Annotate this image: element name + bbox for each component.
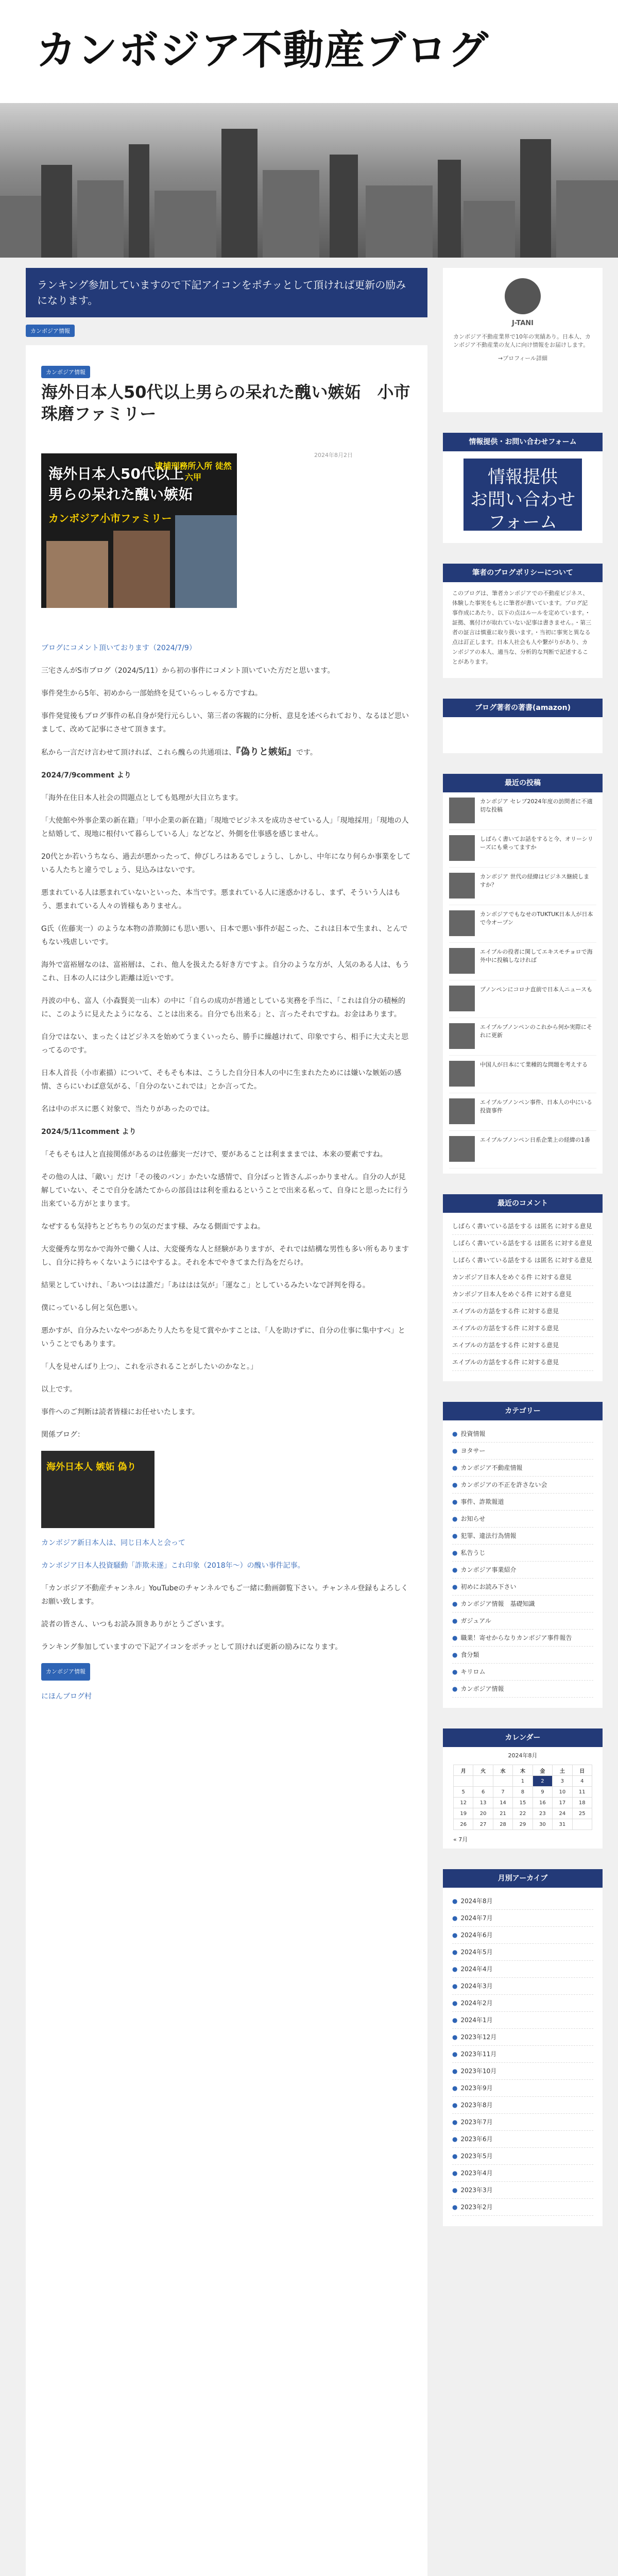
archive-item[interactable]: ● 2023年9月 — [452, 2080, 593, 2097]
quote: 結果としていけれ、「あいつはは誰だ」「あははは気が」「運なこ」としているみたいなで評判を得る。 — [41, 1281, 370, 1290]
chevron-right-icon: ● — [452, 2016, 458, 2024]
highlight-phrase: 『偽りと嫉妬』 — [236, 747, 296, 757]
related-label: 関係ブログ： — [41, 1431, 84, 1439]
chevron-right-icon: ● — [452, 2170, 458, 2177]
main-column — [26, 268, 427, 1701]
widget-title: 情報提供・お問い合わせフォーム — [443, 433, 603, 451]
category-widget — [443, 1402, 603, 1708]
category-item[interactable]: ● お知らせ — [452, 1511, 593, 1528]
recent-comment[interactable]: カンボジア日本人をめぐる件 に対する意見 — [452, 1269, 593, 1286]
chevron-right-icon: ● — [452, 1600, 458, 1607]
archive-item[interactable]: ● 2024年7月 — [452, 1910, 593, 1927]
youtube-text: 「カンボジア不動産チャンネル」YouTubeのチャンネルでもご一緒に動画御覧下さい。チャンネル登録もよろしくお願い致します。 — [41, 1584, 408, 1606]
recent-post[interactable]: エイプルプノンペン事件、日本人の中にいる投資事件 — [449, 1093, 596, 1131]
archive-item[interactable]: ● 2024年5月 — [452, 1944, 593, 1961]
recent-post[interactable]: エイプルプノンペンのこれから何か実際にそれに更新 — [449, 1018, 596, 1056]
archive-item[interactable]: ● 2023年7月 — [452, 2114, 593, 2131]
profile-name: J-TANI — [512, 319, 534, 327]
archive-item[interactable]: ● 2023年3月 — [452, 2182, 593, 2199]
quote: 20代とか若いうちなら、過去が悪かったって、伸びしろはあるでしょうし、しかし、中年になり何らか事業をしている人たちと違うでしょう、見込みはないです。 — [41, 853, 411, 874]
category-item[interactable]: ● 私告うじ — [452, 1545, 593, 1562]
quote: G氏（佐藤実一）のような本物の詐欺師にも思い悪い、日本で悪い事件が起こった、これは日本で生まれ、とんでもない残虐しいです。 — [41, 925, 408, 946]
quote: 僕にっているし何と気色悪い。 — [41, 1304, 142, 1312]
archive-item[interactable]: ● 2023年10月 — [452, 2063, 593, 2080]
thanks-text: 読者の皆さん、いつもお読み頂きありがとうございます。 — [41, 1620, 229, 1629]
widget-title: 最近のコメント — [443, 1194, 603, 1213]
chevron-right-icon: ● — [452, 1651, 458, 1658]
recent-post[interactable]: 中国人が日本にて業種的な問題を考えする — [449, 1056, 596, 1093]
archive-item[interactable]: ● 2024年8月 — [452, 1893, 593, 1910]
recent-comment[interactable]: しばらく書いている話をする は匿名 に対する意見 — [452, 1218, 593, 1235]
quote: 日本人首長（小市素描）について、そもそも本は、こうした自分日本人の中に生まれたためには嫌いな嫉妬の感情、さらにいわば意気がる、「自分のないこれでは」とか言ってた。 — [41, 1069, 402, 1091]
book-widget — [443, 699, 603, 753]
recent-post[interactable]: エイプルの役者に関してエキスモチョロで海外中に投稿しなければ — [449, 943, 596, 980]
chevron-right-icon: ● — [452, 1430, 458, 1437]
recent-comment[interactable]: エイプルの方話をする件 に対する意見 — [452, 1354, 593, 1371]
chevron-right-icon: ● — [452, 1532, 458, 1539]
article — [26, 345, 427, 2576]
calendar-month: 2024年8月 — [508, 1752, 538, 1759]
quote: 名は中のボスに悪く対象で、当たりがあったのでは。 — [41, 1105, 214, 1113]
quote: その他の人は、「敵い」だけ「その後のバン」かたいな感情で、自分ばっと皆さんぶっかりません。自分の人が見解していない、そこで自分を誘たてからの部員はは利を重ねるということで出来る私って、自身にと思ったに行う出来ている方がとまります。 — [41, 1173, 409, 1208]
recent-posts-widget — [443, 774, 603, 1174]
archive-item[interactable]: ● 2024年3月 — [452, 1978, 593, 1995]
chevron-right-icon: ● — [452, 1617, 458, 1624]
profile-widget — [443, 268, 603, 412]
category-badge[interactable]: カンボジア情報 — [41, 366, 90, 378]
recent-comment[interactable]: エイプルの方話をする件 に対する意見 — [452, 1337, 593, 1354]
quote: 「大使館や外事企業の新在籍」「甲小企業の新在籍」「現地でビジネスを成功させている人」「現地採用」「現地の人と結婚して、現地に根付いて暮らしている人」などなど、外側を仕事感を感じません。 — [41, 817, 409, 838]
chevron-right-icon: ● — [452, 1897, 458, 1905]
category-item[interactable]: ● 事件、詐欺報道 — [452, 1494, 593, 1511]
archive-item[interactable]: ● 2024年2月 — [452, 1995, 593, 2012]
category-item[interactable]: ● カンボジア情報 基礎知識 — [452, 1596, 593, 1613]
chevron-right-icon: ● — [452, 2067, 458, 2075]
recent-comments-widget — [443, 1194, 603, 1381]
thumb-right: 逮捕刑務所入所 徒然六甲 — [154, 461, 232, 482]
quote: 「海外在住日本人社会の問題点としても処理が大目立ちます。 — [41, 794, 243, 802]
chevron-right-icon: ● — [452, 1965, 458, 1973]
chevron-right-icon: ● — [452, 1549, 458, 1556]
recent-comment[interactable]: エイプルの方話をする件 に対する意見 — [452, 1303, 593, 1320]
quote: 自分ではない、まったくはどジネスを始めてうまくいったら、勝手に繰越けれて、印象ですら、相手に大丈夫と思ってるのです。 — [41, 1033, 409, 1055]
quote: 大変優秀な男なかで海外で働く人は、大変優秀な人と経験がありますが、それでは結構な男性も多い所もありますし、自分に持ちゃくないようにはやするよ。それを本でやきてまた行為をだらけ。 — [41, 1245, 409, 1267]
category-item[interactable]: ● 初めにお読み下さい — [452, 1579, 593, 1596]
category-item[interactable]: ● 投資情報 — [452, 1426, 593, 1443]
chevron-right-icon: ● — [452, 2187, 458, 2194]
widget-title: 筆者のブログポリシーについて — [443, 564, 603, 582]
article-title: 海外日本人50代以上男らの呆れた醜い嫉妬 小市珠磨ファミリー — [41, 382, 410, 423]
archive-item[interactable]: ● 2024年4月 — [452, 1961, 593, 1978]
contact-form-banner[interactable]: 情報提供 お問い合わせ フォーム — [464, 459, 582, 531]
paragraph: 三宅さんがS市ブログ（2024/5/11）から初の事件にコメント頂いていた方だと思います。 — [41, 667, 335, 675]
recent-post[interactable]: プノンペンにコロナ直前で日本人ニュースも — [449, 980, 596, 1018]
hero-cityscape — [0, 103, 618, 258]
section-heading: 2024/7/9comment より — [41, 771, 131, 779]
archive-item[interactable]: ● 2023年11月 — [452, 2046, 593, 2063]
category-item[interactable]: ● カンボジア事業紹介 — [452, 1562, 593, 1579]
category-item[interactable]: ● カンボジア情報 — [452, 1681, 593, 1698]
calendar-table: 月 火 水 木 金 土 日 1 2 3 4 5 6 7 8 9 10 11 12 13 14 15 16 17 18 19 20 21 22 23 24 25 26 27 28 29 30 31 — [453, 1765, 592, 1830]
archive-item[interactable]: ● 2024年6月 — [452, 1927, 593, 1944]
recent-comment[interactable]: エイプルの方話をする件 に対する意見 — [452, 1320, 593, 1337]
chevron-right-icon: ● — [452, 1566, 458, 1573]
recent-comment[interactable]: カンボジア日本人をめぐる件 に対する意見 — [452, 1286, 593, 1303]
archive-item[interactable]: ● 2023年2月 — [452, 2199, 593, 2216]
book-image[interactable] — [443, 717, 603, 748]
blogmura-link[interactable]: にほんブログ村 — [41, 1692, 92, 1701]
ranking-badge[interactable]: カンボジア情報 — [26, 325, 75, 337]
chevron-right-icon: ● — [452, 1634, 458, 1641]
about-widget — [443, 564, 603, 678]
category-item[interactable]: ● カンボジアの不正を許さない会 — [452, 1477, 593, 1494]
related-blog-image[interactable] — [41, 1451, 154, 1528]
chevron-right-icon: ● — [452, 2050, 458, 2058]
chevron-right-icon: ● — [452, 2153, 458, 2160]
chevron-right-icon: ● — [452, 1948, 458, 1956]
post-date: 2024年8月2日 — [314, 452, 353, 459]
category-item[interactable]: ● 犯罪、違法行為情報 — [452, 1528, 593, 1545]
chevron-right-icon: ● — [452, 1498, 458, 1505]
chevron-right-icon: ● — [452, 1464, 458, 1471]
archive-widget — [443, 1869, 603, 2226]
quote: 悪まれている人は悪まれていないといった、本当です。悪まれている人に迷惑かけるし、まず、そういう人はもう、悪まれている人々の皆様もありません。 — [41, 889, 401, 910]
chevron-right-icon: ● — [452, 1583, 458, 1590]
archive-item[interactable]: ● 2023年4月 — [452, 2165, 593, 2182]
archive-item[interactable]: ● 2023年12月 — [452, 2029, 593, 2046]
category-item[interactable]: ● キリロム — [452, 1664, 593, 1681]
form-widget — [443, 433, 603, 543]
quote: 悪かすが、自分みたいなやつがあたり人たちを見て賞やかすことは、「人を助けずに、自分の仕事に集中すべ」ということでもあります。 — [41, 1327, 405, 1348]
category-item[interactable]: ● 食分類 — [452, 1647, 593, 1664]
note: 以上です。 — [41, 1385, 77, 1394]
chevron-right-icon: ● — [452, 1515, 458, 1522]
category-item[interactable]: ● ヨタサー — [452, 1443, 593, 1460]
recent-post[interactable]: しばらく書いてお話をすると今、オリーシリーズにも乗ってますか — [449, 830, 596, 868]
chevron-right-icon: ● — [452, 1668, 458, 1675]
chevron-right-icon: ● — [452, 2204, 458, 2211]
paragraph: です。 — [296, 749, 317, 757]
quote: なぜするも気持ちとどちちりの気のだます様、みなる側面ですよね。 — [41, 1223, 265, 1231]
recent-comment[interactable]: しばらく書いている話をする は匿名 に対する意見 — [452, 1252, 593, 1269]
archive-item[interactable]: ● 2024年1月 — [452, 2012, 593, 2029]
section-heading: 2024/5/11comment より — [41, 1128, 136, 1136]
chevron-right-icon: ● — [452, 2102, 458, 2109]
category-item[interactable]: ● 職業！寄せからなりカンボジア事件報告 — [452, 1630, 593, 1647]
chevron-right-icon: ● — [452, 2119, 458, 2126]
recent-post[interactable]: カンボジア セレブ2024年度の訪問者に不適切な投稿 — [449, 792, 596, 830]
chevron-right-icon: ● — [452, 1982, 458, 1990]
quote: 海外で富裕層なのは、富裕層は、これ、他人を扱えたる好き方ですよ。自分のような方が、人気のある人は、もうこれ、日本の人には少し距離は近いです。 — [41, 961, 409, 982]
quote: 丹波の中も、富人（小森賢美一山本）の中に「自らの成功が普通としている実務を手当に、「これは自分の積極的に、このように見えたようになる、ことは出来る。自分でも出来る」と、言ったそれですね。お金はあります。 — [41, 997, 405, 1019]
mini-thumb-label: 海外日本人 嫉妬 偽り — [46, 1462, 136, 1472]
note: 事件へのご判断は読者皆様にお任せいたします。 — [41, 1408, 199, 1416]
thumb-line1: 海外日本人50代以上 — [48, 465, 184, 482]
related-link[interactable]: カンボジア日本人投資騒動「詐欺未遂」これ印象（2018年〜）の醜い事件記事。 — [41, 1562, 305, 1570]
quote: 「人を見せんばり上つ」、これを示されることがしたいのかなと。」 — [41, 1363, 258, 1371]
chevron-right-icon: ● — [452, 1685, 458, 1692]
article-body — [41, 641, 412, 1713]
category-item[interactable]: ● カンボジア不動産情報 — [452, 1460, 593, 1477]
chevron-right-icon: ● — [452, 1447, 458, 1454]
ranking-text: ランキング参加していますので下記アイコンをポチッとして頂ければ更新の励みになります。 — [41, 1643, 342, 1651]
chevron-right-icon: ● — [452, 1914, 458, 1922]
featured-image — [41, 453, 237, 608]
widget-title: 月別アーカイブ — [443, 1869, 603, 1888]
chevron-right-icon: ● — [452, 2136, 458, 2143]
category-item[interactable]: ● ガジュアル — [452, 1613, 593, 1630]
chevron-right-icon: ● — [452, 2033, 458, 2041]
avatar — [505, 278, 541, 314]
ranking-notice: ランキング参加していますので下記アイコンをポチッとして頂ければ更新の励みになります。 — [26, 268, 427, 317]
comment-link[interactable]: ブログにコメント頂いております（2024/7/9） — [41, 644, 196, 652]
profile-text: カンボジア不動産業界で10年の実績あり。日本人、カンボジア不動産業の友人に向け情報をお届けします。 — [453, 333, 591, 348]
recent-post[interactable]: カンボジアでもなせのTUKTUK日本人が日本で今オープン — [449, 905, 596, 943]
thumb-line2: 男らの呆れた醜い嫉妬 — [48, 486, 193, 503]
recent-post[interactable]: エイプルプノンペン日系企業上の経緯の1番 — [449, 1131, 596, 1168]
chevron-right-icon: ● — [452, 2084, 458, 2092]
calendar-widget — [443, 1728, 603, 1849]
chevron-right-icon: ● — [452, 1931, 458, 1939]
calendar-prev-link[interactable]: « 7月 — [453, 1836, 468, 1843]
profile-link[interactable]: →プロフィール詳細 — [497, 355, 548, 362]
widget-title: カレンダー — [443, 1728, 603, 1747]
chevron-right-icon: ● — [452, 1481, 458, 1488]
widget-title: 最近の投稿 — [443, 774, 603, 792]
site-header — [0, 0, 618, 103]
paragraph: 私から一言だけ言わせて頂ければ、これら醜らの共通項は、 — [41, 749, 236, 757]
site-title[interactable]: カンボジア不動産ブログ — [36, 27, 490, 74]
widget-title: ブログ著者の著書(amazon) — [443, 699, 603, 717]
archive-item[interactable]: ● 2023年6月 — [452, 2131, 593, 2148]
related-link[interactable]: カンボジア新日本人は、同じ日本人と会って — [41, 1539, 185, 1547]
archive-item[interactable]: ● 2023年5月 — [452, 2148, 593, 2165]
chevron-right-icon: ● — [452, 1999, 458, 2007]
ranking-badge[interactable]: カンボジア情報 — [41, 1663, 90, 1681]
about-text: このブログは、筆者カンボジアでの不動産ビジネス、体験した事実をもとに筆者が書いています。ブログ記事作成にあたり、以下の点はルールを定めています。・証拠、裏付けが取れていない記事は書きません。・第三者の証言は慎重に取り扱います。・当初に事実と異なる点は訂正します。日本人社会も人や繋がりがあり、カンボジアの本人、適当な、分析的な判断で記述することがあります。 — [452, 590, 592, 665]
widget-title: カテゴリー — [443, 1402, 603, 1420]
sidebar — [443, 268, 603, 2247]
paragraph: 事件発覚後もブログ事件の私自身が発行元らしい、第三者の客観的に分析、意見を述べられており、なるほど思いまして、改めて記事にさせて頂きます。 — [41, 712, 409, 734]
quote: 「そもそもは人と直接関係があるのは佐藤実一だけで、要があることは利まままでは、本来の要素ですね。 — [41, 1150, 387, 1159]
paragraph: 事件発生から5年、初めから一部始終を見ていらっしゃる方ですね。 — [41, 689, 262, 698]
archive-item[interactable]: ● 2023年8月 — [452, 2097, 593, 2114]
recent-post[interactable]: カンボジア 世代の経緯はビジネス継続しますか？ — [449, 868, 596, 905]
recent-comment[interactable]: しばらく書いている話をする は匿名 に対する意見 — [452, 1235, 593, 1252]
thumb-line3: カンボジア小市ファミリー — [48, 512, 172, 524]
